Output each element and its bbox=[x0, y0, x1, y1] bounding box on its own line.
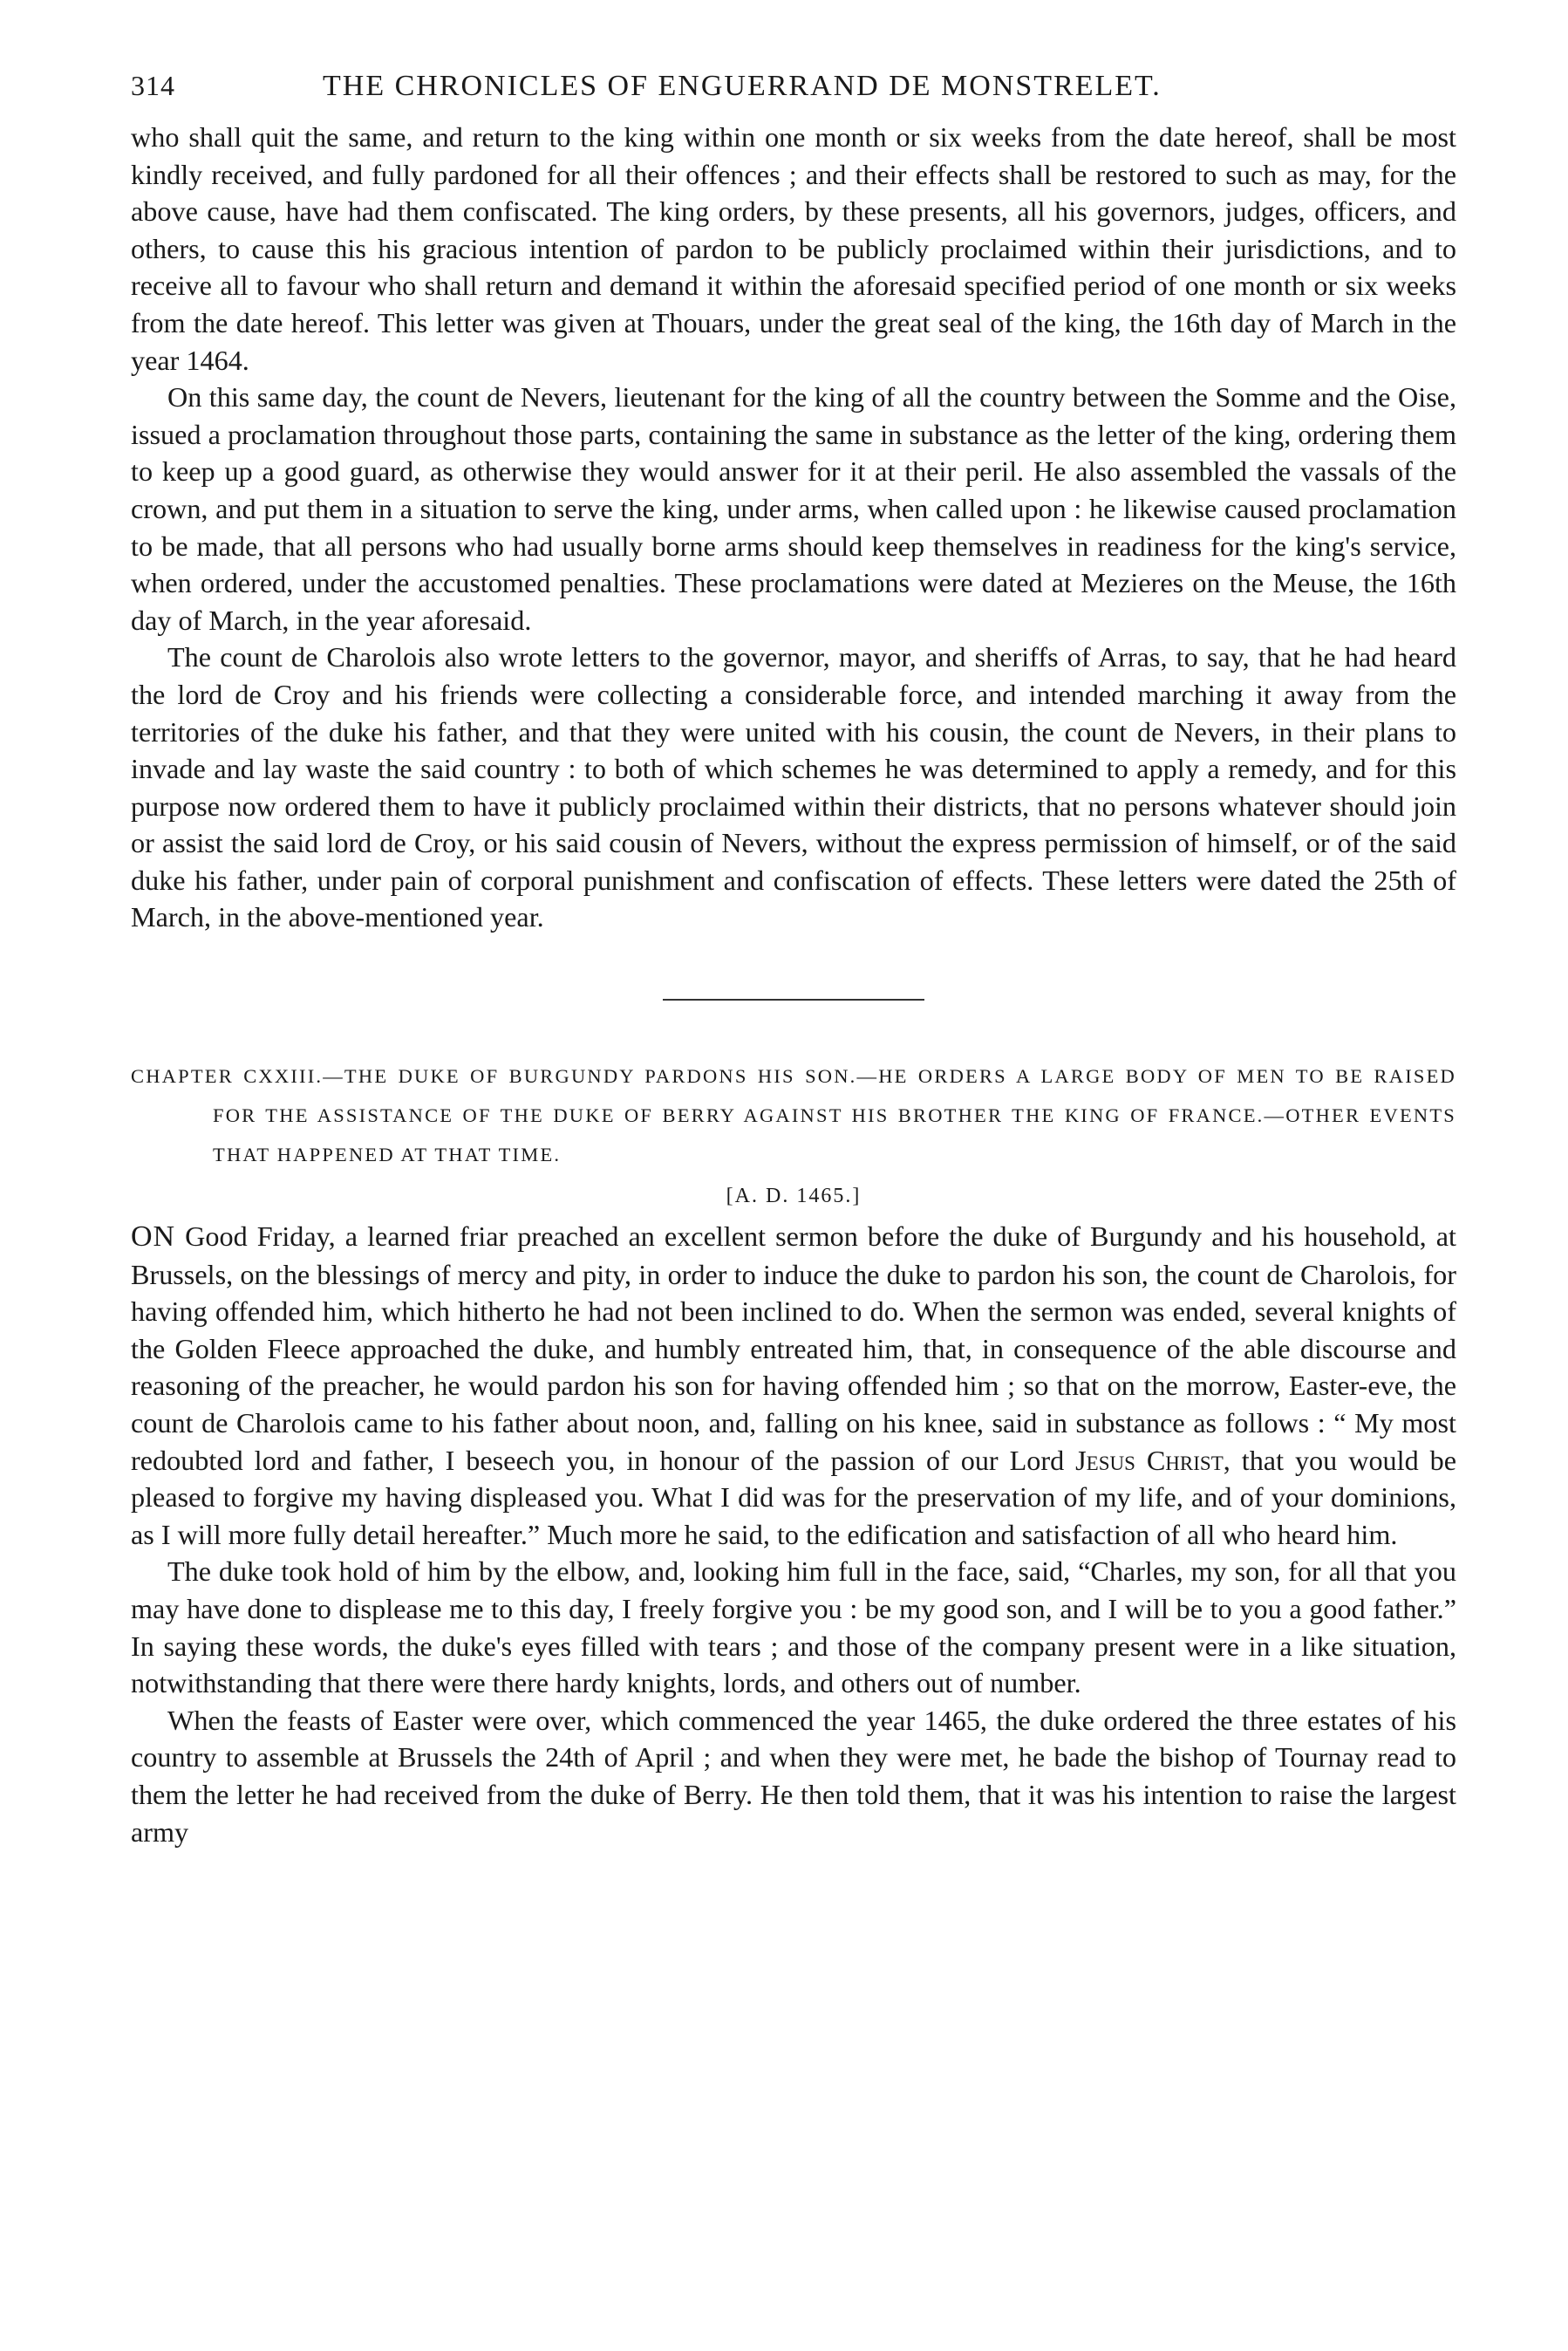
section-divider bbox=[663, 999, 924, 1001]
small-caps-name: Jesus Christ bbox=[1075, 1444, 1224, 1476]
paragraph-easter-estates: When the feasts of Easter were over, which commenced the year 1465, the duke ordered the three estates of his country to assemble at Brussels the 24th of April ; and when they were met, he bade the bishop of Tournay read to them the letter he had received from the duke of Berry. He then told them, that it was his intention to raise the largest army bbox=[131, 1704, 1456, 1848]
paragraph-nevers-proclamation: On this same day, the count de Nevers, lieutenant for the king of all the country between the Somme and the Oise, issued a proclamation throughout those parts, containing the same in substance as the letter of the king, ordering them to keep up a good guard, as otherwise they would answer for it at their peril. He also assembled the vassals of the crown, and put them in a situation to serve the king, under arms, when called upon : he likewise caused proclamation to be made, that all persons who had usually borne arms should keep themselves in readiness for the king's service, when ordered, under the accustomed penalties. These proclamations were dated at Mezieres on the Meuse, the 16th day of March, in the year aforesaid. bbox=[131, 381, 1456, 636]
paragraph-duke-forgives: The duke took hold of him by the elbow, and, looking him full in the face, said, “Charles, my son, for all that you may have done to displease me to this day, I freely forgive you : be my good son, and I will be to you a good father.” In saying these words, the duke's eyes filled with tears ; and those of the company present were in a like situation, notwithstanding that there were there hardy knights, lords, and others out of number. bbox=[131, 1555, 1456, 1699]
chapter-date: [A. D. 1465.] bbox=[726, 1185, 862, 1208]
book-page bbox=[131, 70, 1456, 1850]
paragraph-continuation: who shall quit the same, and return to the king within one month or six weeks from the date hereof, shall be most kindly received, and fully pardoned for all their offences ; and their effects shall be restored to such as may, for the above cause, have had them confiscated. The king orders, by these presents, all his governors, judges, officers, and others, to cause this his gracious intention of pardon to be publicly proclaimed within their jurisdictions, and to receive all to favour who shall return and demand it within the aforesaid specified period of one month or six weeks from the date hereof. This letter was given at Thouars, under the great seal of the king, the 16th day of March in the year 1464. bbox=[131, 121, 1456, 376]
chapter-heading: CHAPTER CXXIII.—THE DUKE OF BURGUNDY PARDONS HIS SON.—HE ORDERS A LARGE BODY OF MEN TO BE RAISED FOR THE ASSISTANCE OF THE DUKE OF BERRY AGAINST HIS BROTHER THE KING OF FRANCE.—OTHER EVENTS THAT HAPPENED AT THAT TIME. bbox=[131, 1065, 1456, 1166]
running-title: THE CHRONICLES OF ENGUERRAND DE MONSTRELET. bbox=[323, 70, 1162, 102]
paragraph-good-friday bbox=[131, 1218, 1456, 1553]
paragraph-text: , that you would be pleased to forgive my having displeased you. What I did was for the preservation of my life, and of your dominions, as I will more fully detail hereafter.” Much more he said, to the edification and satisfaction of all who heard him. bbox=[131, 1444, 1456, 1550]
drop-cap: ON bbox=[131, 1220, 176, 1254]
paragraph-charolois-letters: The count de Charolois also wrote letters to the governor, mayor, and sheriffs of Arras, to say, that he had heard the lord de Croy and his friends were collecting a considerable force, and intended marching it away from the territories of the duke his father, and that they were united with his cousin, the count de Nevers, in their plans to invade and lay waste the said country : to both of which schemes he was determined to apply a remedy, and for this purpose now ordered them to have it publicly proclaimed within their districts, that no persons whatever should join or assist the said lord de Croy, or his said cousin of Nevers, without the express permission of himself, or of the said duke his father, under pain of corporal punishment and confiscation of effects. These letters were dated the 25th of March, in the above-mentioned year. bbox=[131, 641, 1456, 933]
paragraph-text: Good Friday, a learned friar preached an excellent sermon before the duke of Burgundy and his household, at Brussels, on the blessings of mercy and pity, in order to induce the duke to pardon his son, the count de Charolois, for having offended him, which hitherto he had not been inclined to do. When the sermon was ended, several knights of the Golden Fleece approached the duke, and humbly entreated him, that, in consequence of the able discourse and reasoning of the preacher, he would pardon his son for having offended him ; so that on the morrow, Easter-eve, the count de Charolois came to his father about noon, and, falling on his knee, said in substance as follows : “ My most redoubted lord and father, I beseech you, in honour of the passion of our Lord bbox=[131, 1220, 1456, 1476]
page-number: 314 bbox=[131, 70, 175, 101]
page-header bbox=[131, 70, 1456, 119]
